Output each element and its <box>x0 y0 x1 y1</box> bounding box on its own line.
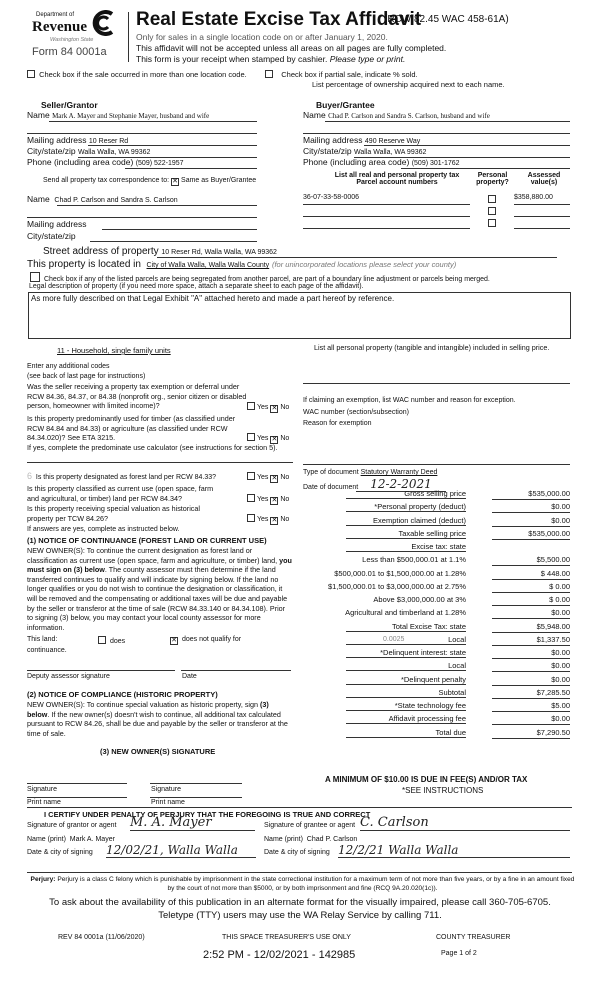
grantee-signature[interactable]: C. Carlson <box>360 815 570 831</box>
tax-row <box>300 581 570 594</box>
tax-row-value[interactable]: $0.00 <box>492 714 570 725</box>
tax-row-value[interactable]: $535,000.00 <box>492 489 570 500</box>
assessed-value-field[interactable]: $358,880.00 <box>514 194 570 205</box>
personal-property-checkbox[interactable] <box>488 207 496 215</box>
assessed-value-field[interactable] <box>514 218 570 229</box>
correspondence-mailing-field[interactable] <box>102 229 257 230</box>
seller-city-field[interactable]: Walla Walla, WA 99362 <box>78 149 151 156</box>
new-owner-signature-2[interactable] <box>150 783 242 784</box>
grantor-date-city[interactable]: 12/02/21, Walla Walla <box>106 843 256 858</box>
tax-row-value[interactable]: $7,290.50 <box>492 728 570 739</box>
buyer-name-field[interactable]: Chad P. Carlson and Sandra S. Carlson, husband and wife <box>328 112 490 120</box>
tax-row <box>300 634 570 647</box>
tax-row-value[interactable]: $535,000.00 <box>492 529 570 540</box>
tax-row-value[interactable]: $0.00 <box>492 661 570 672</box>
seller-name-field[interactable]: Mark A. Mayer and Stephanie Mayer, husband and wife <box>52 112 210 120</box>
tax-row-value[interactable]: $5.00 <box>492 701 570 712</box>
q1-yes-no[interactable]: Yes ✕ No <box>247 402 289 413</box>
forest-yes-no[interactable]: Yes ✕ No <box>247 472 289 483</box>
buyer-mailing-field[interactable]: 490 Reserve Way <box>364 138 421 145</box>
tax-row <box>300 674 570 687</box>
does-checkbox[interactable]: does <box>98 636 125 645</box>
tax-row <box>300 594 570 607</box>
tax-row <box>300 541 570 554</box>
tax-row-value[interactable]: $0.00 <box>492 502 570 513</box>
personal-property-checkbox[interactable] <box>488 195 496 203</box>
tax-row-value[interactable]: $0.00 <box>492 675 570 686</box>
parcel-number-field[interactable]: 36-07-33-58-0006 <box>303 194 470 205</box>
correspondence-name-field[interactable]: Chad P. Carlson and Sandra S. Carlson <box>54 197 178 204</box>
dor-logo-mark <box>90 10 116 36</box>
tax-row <box>300 554 570 567</box>
q2-yes-no[interactable]: Yes ✕ No <box>247 433 289 444</box>
tax-row-label: Above $3,000,000.00 at 3% <box>373 595 466 604</box>
tax-row <box>300 687 570 700</box>
cashier-stamp: 2:52 PM - 12/02/2021 - 142985 <box>203 949 356 961</box>
tax-row <box>300 607 570 620</box>
dor-logo: Department of Revenue Washington State Form 84 0001a <box>30 10 92 62</box>
tax-row-value[interactable]: $ 448.00 <box>492 569 570 580</box>
grantor-name-field[interactable]: Mark A. Mayer <box>69 836 115 843</box>
tax-row <box>300 727 570 740</box>
same-as-buyer-checkbox[interactable]: ✕ <box>172 178 178 185</box>
doc-date-field[interactable]: 12-2-2021 <box>356 477 446 492</box>
form-title: Real Estate Excise Tax Affidavit <box>136 9 422 30</box>
tax-row <box>300 488 570 501</box>
tax-row-label: Gross selling price <box>346 489 466 499</box>
correspondence-city-field[interactable] <box>90 241 257 242</box>
tax-row-value[interactable]: $ 0.00 <box>492 595 570 606</box>
deputy-signature-field[interactable] <box>27 670 175 671</box>
tax-row-label: *Delinquent penalty <box>346 675 466 685</box>
tax-row <box>300 660 570 673</box>
grantor-signature[interactable]: M. A. Mayer <box>130 815 255 831</box>
personal-property-field[interactable] <box>303 383 570 384</box>
deputy-date-field[interactable] <box>181 670 291 671</box>
tax-row <box>300 713 570 726</box>
multi-location-checkbox[interactable]: Check box if the sale occurred in more than one location code. <box>27 70 247 79</box>
tax-row-value[interactable]: $ 0.00 <box>492 582 570 593</box>
partial-sale-checkbox[interactable]: Check box if partial sale, indicate % sold. <box>265 70 418 79</box>
current-use-yes-no[interactable]: Yes ✕ No <box>247 494 289 505</box>
tax-row-label: *Personal property (deduct) <box>346 502 466 512</box>
tax-row-value[interactable]: $5,948.00 <box>492 622 570 633</box>
tax-row-label: Subtotal <box>346 688 466 698</box>
tax-row <box>300 568 570 581</box>
seller-mailing-field[interactable]: 10 Reser Rd <box>88 138 129 145</box>
parcel-number-field[interactable] <box>303 218 470 229</box>
parcel-number-field[interactable] <box>303 206 470 217</box>
does-not-checkbox[interactable]: ✕ does not qualify for <box>171 636 242 644</box>
segregated-checkbox[interactable]: Check box if any of the listed parcels are being segregated from another parcel, are part of a boundary line adjustment or parcels being merged. <box>30 272 490 283</box>
header-divider <box>128 12 129 62</box>
grantee-name-field[interactable]: Chad P. Carlson <box>306 836 358 843</box>
land-use-code[interactable]: 11 - Household, single family units <box>57 346 171 355</box>
legal-description-box[interactable]: As more fully described on that Legal Exhibit "A" attached hereto and made a part hereof by reference. <box>28 292 571 339</box>
tax-row <box>300 621 570 634</box>
tax-row-label: Local <box>346 635 466 645</box>
tax-row-label: Total due <box>346 728 466 738</box>
tax-row <box>300 528 570 541</box>
buyer-phone-field[interactable]: (509) 301-1762 <box>411 160 460 167</box>
location-field[interactable]: City of Walla Walla, Walla Walla County <box>146 262 270 269</box>
tax-row-value[interactable]: $7,285.50 <box>492 688 570 699</box>
tax-row-value[interactable]: $0.00 <box>492 516 570 527</box>
tax-row-label: Taxable selling price <box>346 529 466 539</box>
tax-row <box>300 515 570 528</box>
tax-row-value[interactable]: $0.00 <box>492 608 570 619</box>
tax-row-label: Less than $500,000.01 at 1.1% <box>362 555 466 565</box>
historical-yes-no[interactable]: Yes ✕ No <box>247 514 289 525</box>
new-owner-signature-1[interactable] <box>27 783 127 784</box>
tax-row <box>300 647 570 660</box>
tax-row-label: Agricultural and timberland at 1.28% <box>345 608 466 618</box>
tax-row-label: $500,000.01 to $1,500,000.00 at 1.28% <box>334 568 466 578</box>
tax-row-label: *Delinquent interest: state <box>346 648 466 658</box>
seller-phone-field[interactable]: (509) 522-1957 <box>135 160 184 167</box>
tax-row-value[interactable]: $5,500.00 <box>492 555 570 566</box>
street-address-field[interactable]: 10 Reser Rd, Walla Walla, WA 99362 <box>161 249 277 256</box>
assessed-value-field[interactable] <box>514 206 570 217</box>
personal-property-checkbox[interactable] <box>488 219 496 227</box>
tax-row-label: Affidavit processing fee <box>346 714 466 724</box>
tax-row-label: Excise tax: state <box>346 542 466 552</box>
doc-type-field[interactable]: Statutory Warranty Deed <box>360 469 438 476</box>
grantee-date-city[interactable]: 12/2/21 Walla Walla <box>338 843 570 858</box>
tax-row-label: Total Excise Tax: state <box>346 622 466 632</box>
tax-row <box>300 700 570 713</box>
tax-row-label: *State technology fee <box>346 701 466 711</box>
buyer-city-field[interactable]: Walla Walla, WA 99362 <box>354 149 427 156</box>
tax-row-label: Exemption claimed (deduct) <box>346 516 466 526</box>
tax-row-value[interactable]: $1,337.50 <box>492 635 570 646</box>
tax-row-label: $1,500,000.01 to $3,000,000.00 at 2.75% <box>327 581 466 591</box>
tax-row-label: Local <box>346 661 466 671</box>
tax-row <box>300 501 570 514</box>
tax-row-value[interactable]: $0.00 <box>492 648 570 659</box>
